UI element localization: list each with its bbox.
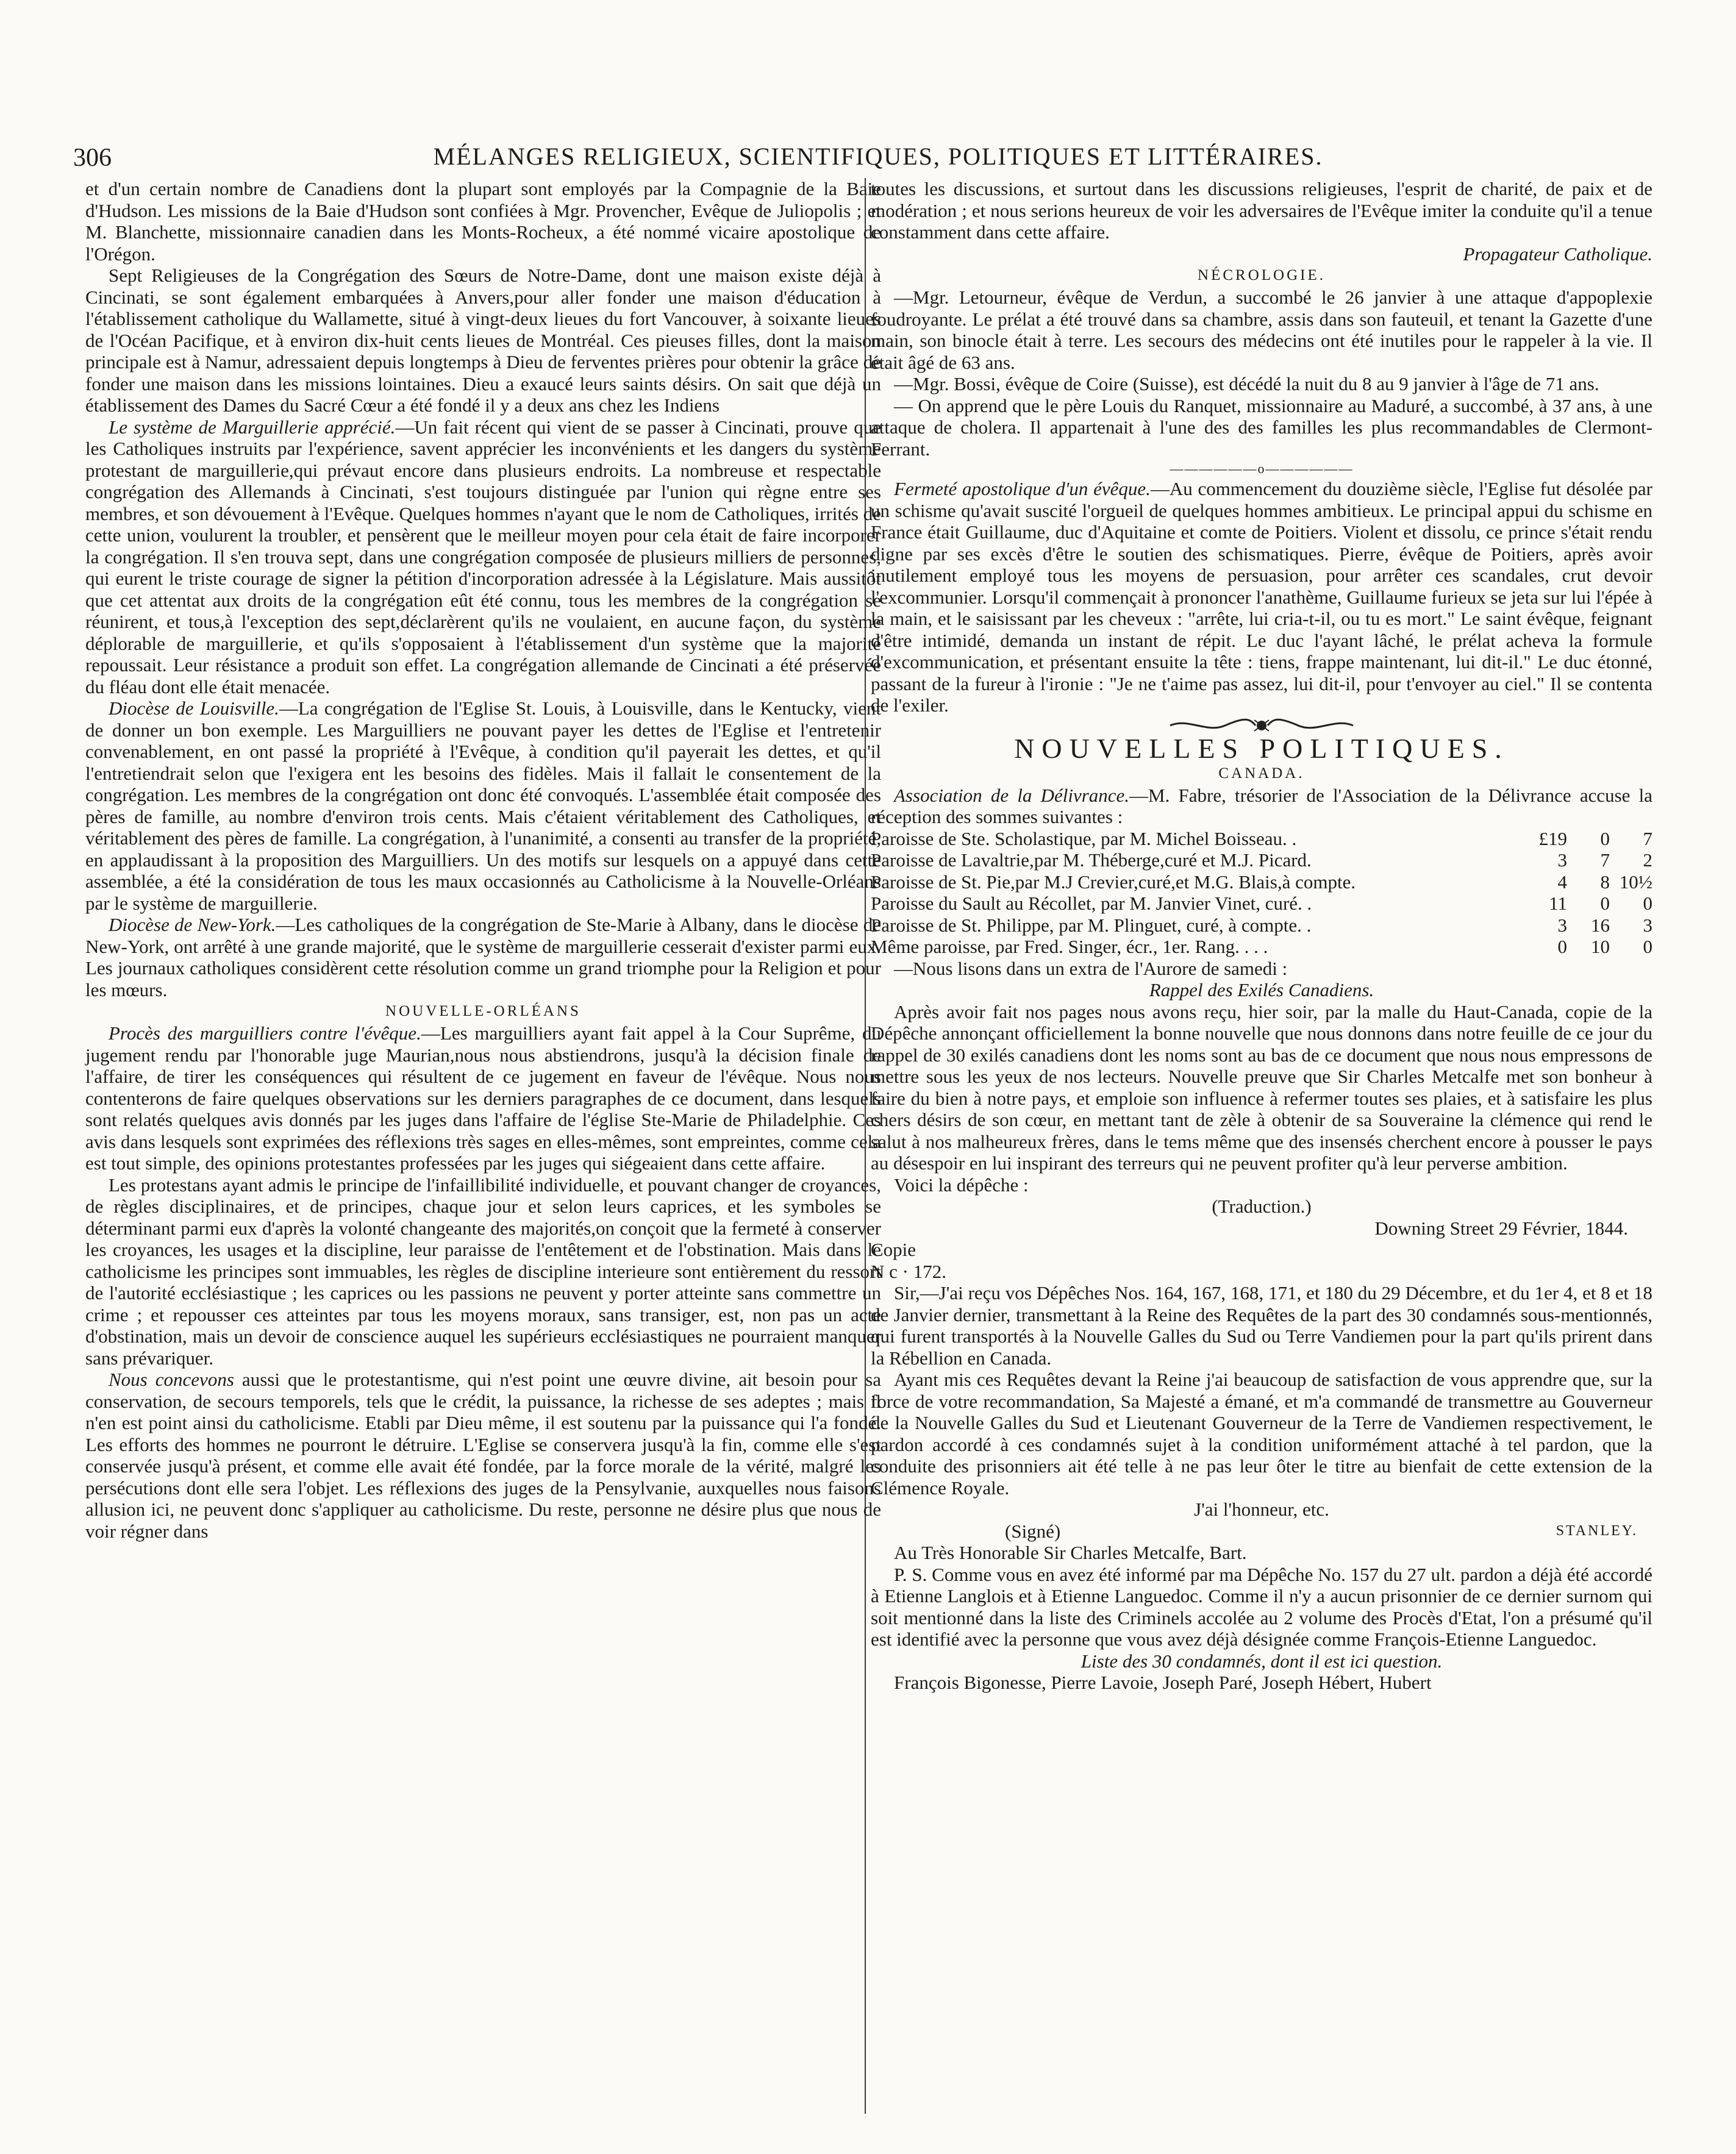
article-title: Diocèse de New-York. xyxy=(109,914,276,935)
row-pounds: 0 xyxy=(1557,936,1567,957)
page-number: 306 xyxy=(73,144,112,172)
row-pounds: 11 xyxy=(1549,893,1567,914)
row-label: Paroisse de St. Pie,par M.J Crevier,curé,et M.G. Blais,à compte. xyxy=(871,871,1356,893)
article-body: —Au commencement du douzième siècle, l'Eglise fut désolée par un schisme qu'avait suscité l'orgueil de quelques hommes ambitieux. Le principal appui du schisme en France était Guillaume, duc d'Aquitaine et comte de Poitiers. Violent et dissolu, ce prince s'était rendu digne par ses excès d'être le soutien des schismatiques. Pierre, évêque de Poitiers, après avoir inutilement employé tous les moyens de persuasion, pour arrêter ces scandales, crut devoir l'excommunier. Lorsqu'il commençait à prononcer l'anathème, Guillaume furieux se jeta sur lui l'épée à la main, et le saisissant par les cheveux : "arrête, lui cria-t-il, ou tu es mort." Le saint évêque, feignant d'être intimidé, demanda un instant de répit. Le duc l'ayant lâché, le prélat acheva la formule d'excommunication, et présentant ensuite la tête : tiens, frappe maintenant, lui dit-il." Le duc étonné, passant de la fureur à l'ironie : "Je ne t'aime pas assez, lui dit-il, pour t'envoyer au ciel." Il se contenta de l'exiler. xyxy=(871,478,1652,716)
liste-heading: Liste des 30 condamnés, dont il est ici question. xyxy=(1081,1650,1443,1672)
row-pence: 3 xyxy=(1643,914,1652,936)
signatory-name: STANLEY. xyxy=(1556,1522,1638,1539)
copie-label: Copie xyxy=(871,1239,916,1260)
dispatch-paragraph: Sir,—J'ai reçu vos Dépêches Nos. 164, 167, 168, 171, et 180 du 29 Décembre, et du 1er 4, et 8 et 18 de Janvier dernier, transmettant à la Reine des Requêtes de la part des 30 condamnés sous-mentionnés, qui furent transportés à la Nouvelle Galles du Sud ou Terre Vandiemen pour la part qu'ils prirent dans la Rébellion en Canada. xyxy=(871,1282,1652,1369)
journal-title: MÉLANGES RELIGIEUX, SCIENTIFIQUES, POLITIQUES ET LITTÉRAIRES. xyxy=(433,143,1323,170)
article-body: —Un fait récent qui vient de se passer à Cincinati, prouve que les Catholiques instruits par l'expérience, savent apprécier les inconvénients et les dangers du système protestant de marguillerie,qui prévaut encore dans plusieurs endroits. La nombreuse et respectable congrégation des Allemands à Cincinati, s'est toujours distinguée par l'union qui règne entre ses membres, et son dévouement à l'Evêque. Quelques hommes n'ayant que le nom de Catholiques, irrités de cette union, voulurent la troubler, et pensèrent que le meilleur moyen pour cela était de faire incorporer la congrégation. Il s'en trouva sept, dans une congrégation composée de plusieurs milliers de personnes, qui eurent le triste courage de signer la pétition d'incorporation adressée à la Législature. Mais aussitôt que cet attentat aux droits de la congrégation eût été connu, tous les membres de la congrégation se réunirent, et tous,à l'exception des sept,déclarèrent qu'ils ne voulaient, en aucune façon, du système déplorable de marguillerie, et qu'ils s'opposaient à l'établissement d'un système que la majorité repoussait. Leur résistance a produit son effet. La congrégation allemande de Cincinati a été préservée du fléau dont elle était menacée. xyxy=(85,416,882,697)
necrology-item: — On apprend que le père Louis du Ranquet, missionnaire au Maduré, a succombé, à 37 ans, à une attaque de cholera. Il appartenait à l'une des des familles les plus recommandables de Clermont-Ferrant. xyxy=(871,394,1652,460)
dispatch-number: N c · 172. xyxy=(871,1260,946,1282)
article-title: Le système de Marguillerie apprécié. xyxy=(109,416,396,438)
signature-row xyxy=(871,1521,1652,1542)
row-pounds: 3 xyxy=(1557,849,1567,871)
row-pounds: 3 xyxy=(1557,914,1567,936)
row-pence: 2 xyxy=(1643,849,1652,871)
section-heading-nouvelle-orleans: NOUVELLE-ORLÉANS xyxy=(385,1003,581,1019)
article-title: Association de la Délivrance. xyxy=(894,784,1130,806)
news-heading: NOUVELLES POLITIQUES. xyxy=(1014,732,1509,764)
row-shillings: 0 xyxy=(1600,893,1610,914)
dateline: Downing Street 29 Février, 1844. xyxy=(1374,1217,1628,1239)
aurore-line: —Nous lisons dans un extra de l'Aurore de samedi : xyxy=(894,957,1288,979)
closing-line: J'ai l'honneur, etc. xyxy=(1194,1499,1329,1520)
article-title: Diocèse de Louisville. xyxy=(109,697,279,719)
row-pounds: 4 xyxy=(1557,871,1567,893)
table-row xyxy=(871,849,1652,871)
necrology-item: —Mgr. Letourneur, évêque de Verdun, a succombé le 26 janvier à une attaque d'appoplexie foudroyante. Le prélat a été trouvé dans sa chambre, assis dans son fauteuil, et tenant la Gazette d'une main, son binocle était à terre. Les secours des médecins ont été inutiles pour le rappeler à la vie. Il était âgé de 63 ans. xyxy=(871,287,1652,373)
row-label: Paroisse de St. Philippe, par M. Plinguet, curé, à compte. . xyxy=(871,914,1312,936)
postscript-paragraph: P. S. Comme vous en avez été informé par ma Dépêche No. 157 du 27 ult. pardon a déjà été accordé à Etienne Langlois et à Etienne Languedoc. Comme il n'y a aucun prisonnier de ce dernier surnom qui soit mentionné dans la liste des Criminels accolée au 2 volume des Procès d'Etat, l'on a présumé qu'il est identifié avec la personne que vous avez déjà désignée comme François-Etienne Languedoc. xyxy=(871,1563,1652,1650)
rappel-paragraph: Après avoir fait nos pages nous avons reçu, hier soir, par la malle du Haut-Canada, copie de la Dépêche annonçant officiellement la bonne nouvelle que nous donnons dans notre feuille de ce jour du rappel de 30 exilés canadiens dont les noms sont au bas de ce document que nous nous empressons de mettre sous les yeux de nos lecteurs. Nouvelle preuve que Sir Charles Metcalfe met son bonheur à faire du bien à notre pays, et emploie son influence à refermer toutes ses plaies, et à satisfaire les plus chers désirs de son cœur, en mettant tant de zèle à obtenir de sa Souveraine la clémence qui rend le salut à nos malheureux frères, dans le tems même que des insensés cherchent encore à pousser le pays au désespoir en lui inspirant des terreurs qui ne peuvent profiter qu'à leur perverse ambition. xyxy=(871,1000,1652,1174)
row-label: Paroisse de Ste. Scholastique, par M. Michel Boisseau. . xyxy=(871,827,1297,849)
continuation-paragraph: toutes les discussions, et surtout dans les discussions religieuses, l'esprit de charité, de paix et de modération ; et nous serions heureux de voir les adversaires de l'Evêque imiter la conduite qu'il a tenue constamment dans cette affaire. xyxy=(871,178,1652,243)
signe-label: (Signé) xyxy=(1005,1520,1061,1542)
row-pence: 0 xyxy=(1643,936,1652,957)
row-label: Paroisse de Lavaltrie,par M. Théberge,curé et M.J. Picard. xyxy=(871,849,1312,871)
addressee-line: Au Très Honorable Sir Charles Metcalfe, Bart. xyxy=(894,1542,1247,1563)
row-pence: 10½ xyxy=(1619,871,1652,893)
subscription-table xyxy=(871,828,1652,958)
section-heading-canada: CANADA. xyxy=(1218,765,1305,782)
row-label: Même paroisse, par Fred. Singer, écr., 1er. Rang. . . . xyxy=(871,936,1268,957)
fermete-article xyxy=(871,478,1652,716)
table-row xyxy=(871,871,1652,893)
new-york-article xyxy=(85,914,881,1000)
ornament-divider xyxy=(871,716,1652,735)
dispatch-paragraph: Ayant mis ces Requêtes devant la Reine j'ai beaucoup de satisfaction de vous apprendre que, sur la force de votre recommandation, Sa Majesté a émané, et m'a commandé de transmettre au Gouverneur de la Nouvelle Galles du Sud et Lieutenant Gouverneur de la Terre de Vandiemen respectivement, le pardon accordé à ces condamnés sujet à la condition uniformément attaché à tel pardon, que la conduite des prisonniers ait été telle à ne pas leur ôter le titre au bienfait de cette extension de la Clémence Royale. xyxy=(871,1369,1652,1499)
table-row xyxy=(871,936,1652,958)
row-shillings: 16 xyxy=(1591,914,1610,936)
article-title: Fermeté apostolique d'un évêque. xyxy=(894,478,1151,499)
association-article xyxy=(871,785,1652,828)
louisville-article xyxy=(85,697,881,914)
row-shillings: 10 xyxy=(1591,936,1610,957)
row-shillings: 8 xyxy=(1600,871,1610,893)
article-body: —Les catholiques de la congrégation de Ste-Marie à Albany, dans le diocèse de New-York, ont arrêté à une grande majorité, que le système de marguillerie cesserait d'exister parmi eux. Les journaux catholiques considèrent cette résolution comme un grand triomphe pour la Religion et pour les mœurs. xyxy=(85,914,881,1000)
source-signature: Propagateur Catholique. xyxy=(1463,243,1652,265)
protestans-paragraph: Les protestans ayant admis le principe de l'infaillibilité individuelle, et pouvant changer de croyances, de règles disciplinaires, et de principes, chaque jour et selon leurs caprices, et les symboles se déterminant parmi eux d'après la volonté changeante des majorités,on conçoit que la fermeté à conserver les croyances, les usages et la discipline, leur paraisse de l'entêtement et de l'obstination. Mais dans le catholicisme les principes sont immuables, les règles de discipline interieure sont entièrement du ressort de l'autorité ecclésiastique ; les caprices ou les passions ne peuvent y porter atteinte sans commettre un crime ; et repousser ces atteintes par tous les moyens moraux, sans transiger, est, non pas un acte d'obstination, mais un devoir de conscience auquel les supérieurs ecclésiastiques ne pourraient manquer sans prévariquer. xyxy=(85,1174,881,1369)
conclusion-paragraph xyxy=(85,1369,881,1542)
proces-article xyxy=(85,1022,881,1174)
left-column xyxy=(85,178,881,1542)
row-pence: 7 xyxy=(1643,827,1652,849)
section-heading-necrologie: NÉCROLOGIE. xyxy=(1198,267,1326,284)
ornament-flourish-icon xyxy=(1164,718,1359,733)
article-body: —Les marguilliers ayant fait appel à la Cour Suprême, du jugement rendu par l'honorable juge Maurian,nous nous abstiendrons, jusqu'à la décision finale de l'affaire, de tirer les conséquences qui résultent de ce jugement en faveur de l'évêque. Nous nous contenterons de faire quelques observations sur les derniers paragraphes de ce document, dans lesquels sont relatés quelques avis donnés par les juges dans l'affaire de l'église Ste-Marie de Philadelphie. Ces avis dans lesquels sont exprimées des réflexions très sages en elles-mêmes, sont empreintes, comme cela est tout simple, des opinions protestantes professées par les juges qui siégeaient dans cette affaire. xyxy=(85,1022,881,1174)
marguillerie-article xyxy=(85,416,881,698)
religieuses-paragraph: Sept Religieuses de la Congrégation des Sœurs de Notre-Dame, dont une maison existe déjà à Cincinati, se sont également embarquées à Anvers,pour aller fonder une maison d'éducation à l'établissement catholique du Wallamette, situé à vingt-deux lieues du fort Vancouver, à soixante lieues de l'Océan Pacifique, et à environ dix-huit cents lieues de Montréal. Ces pieuses filles, dont la maison principale est à Namur, adressaient depuis longtemps à Dieu de ferventes prières pour obtenir la grâce de fonder une maison dans les missions lointaines. Dieu a exaucé leurs saints désirs. On sait que déjà un établissement des Dames du Sacré Cœur a été fondé il y a deux ans chez les Indiens xyxy=(85,265,881,416)
traduction-label: (Traduction.) xyxy=(1212,1196,1312,1217)
voici-line: Voici la dépêche : xyxy=(894,1174,1029,1196)
section-divider: ——————o—————— xyxy=(1170,461,1354,476)
table-row xyxy=(871,915,1652,936)
row-pounds: £19 xyxy=(1538,827,1567,849)
row-shillings: 0 xyxy=(1600,827,1610,849)
article-body: —M. Fabre, trésorier de l'Association de la Délivrance accuse la réception des sommes suivantes : xyxy=(871,784,1652,827)
table-row xyxy=(871,893,1652,915)
row-label: Paroisse du Sault au Récollet, par M. Janvier Vinet, curé. . xyxy=(871,893,1312,914)
row-shillings: 7 xyxy=(1600,849,1610,871)
missions-paragraph: et d'un certain nombre de Canadiens dont la plupart sont employés par la Compagnie de la Baie d'Hudson. Les missions de la Baie d'Hudson sont confiées à Mgr. Provencher, Evêque de Juliopolis ; et M. Blanchette, missionnaire canadien dans les Monts-Rocheux, a été nommé vicaire apostolique de l'Orégon. xyxy=(85,178,881,265)
rappel-heading: Rappel des Exilés Canadiens. xyxy=(1149,979,1374,1000)
paragraph-lead: Nous concevons xyxy=(109,1369,234,1390)
paragraph-body: aussi que le protestantisme, qui n'est point une œuvre divine, ait besoin pour sa conservation, de secours temporels, tels que le crédit, la puissance, la richesse de ses adeptes ; mais il n'en est point ainsi du catholicisme. Etabli par Dieu même, il est soutenu par la puissance qui l'a fondé. Les efforts des hommes ne pourront le détruire. L'Eglise se conservera jusqu'à la fin, comme elle s'est conservée jusqu'à présent, et comme elle avait été fondée, par la force morale de la vérité, malgré les persécutions dont elle sera l'objet. Les réflexions des juges de la Pensylvanie, auxquelles nous faisons allusion ici, ne peuvent donc s'appliquer au catholicisme. Du reste, personne ne désire plus que nous de voir régner dans xyxy=(85,1369,881,1542)
table-row xyxy=(871,828,1652,850)
right-column xyxy=(871,178,1652,1694)
names-list: François Bigonesse, Pierre Lavoie, Joseph Paré, Joseph Hébert, Hubert xyxy=(894,1672,1432,1693)
necrology-item: —Mgr. Bossi, évêque de Coire (Suisse), est décédé la nuit du 8 au 9 janvier à l'âge de 71 ans. xyxy=(894,373,1599,394)
article-title: Procès des marguilliers contre l'évêque. xyxy=(109,1022,421,1044)
row-pence: 0 xyxy=(1643,893,1652,914)
article-body: —La congrégation de l'Eglise St. Louis, à Louisville, dans le Kentucky, vient de donner un bon exemple. Les Marguilliers ne pouvant payer les dettes de l'Eglise et l'entretenir convenablement, en ont passé la propriété à l'Evêque, à condition qu'il payerait les dettes, et qu'il l'entretiendrait selon que l'exigera ent les besoins des fidèles. Mais il fallait le consentement de la congrégation. Les membres de la congrégation ont donc été convoqués. L'assemblée était composée des pères de famille, au nombre d'environ trois cents. Mais c'étaient véritablement des Catholiques, et véritablement des pères de famille. La congrégation, à l'unanimité, a consenti au transfer de la propriété, en applaudissant à la proposition des Marguilliers. Un des motifs sur lesquels on a appuyé dans cette assemblée, a été la considération de tous les maux occasionnés au Catholicisme à la Nouvelle-Orléans par le système de marguillerie. xyxy=(85,697,881,914)
page-header xyxy=(73,141,1683,178)
